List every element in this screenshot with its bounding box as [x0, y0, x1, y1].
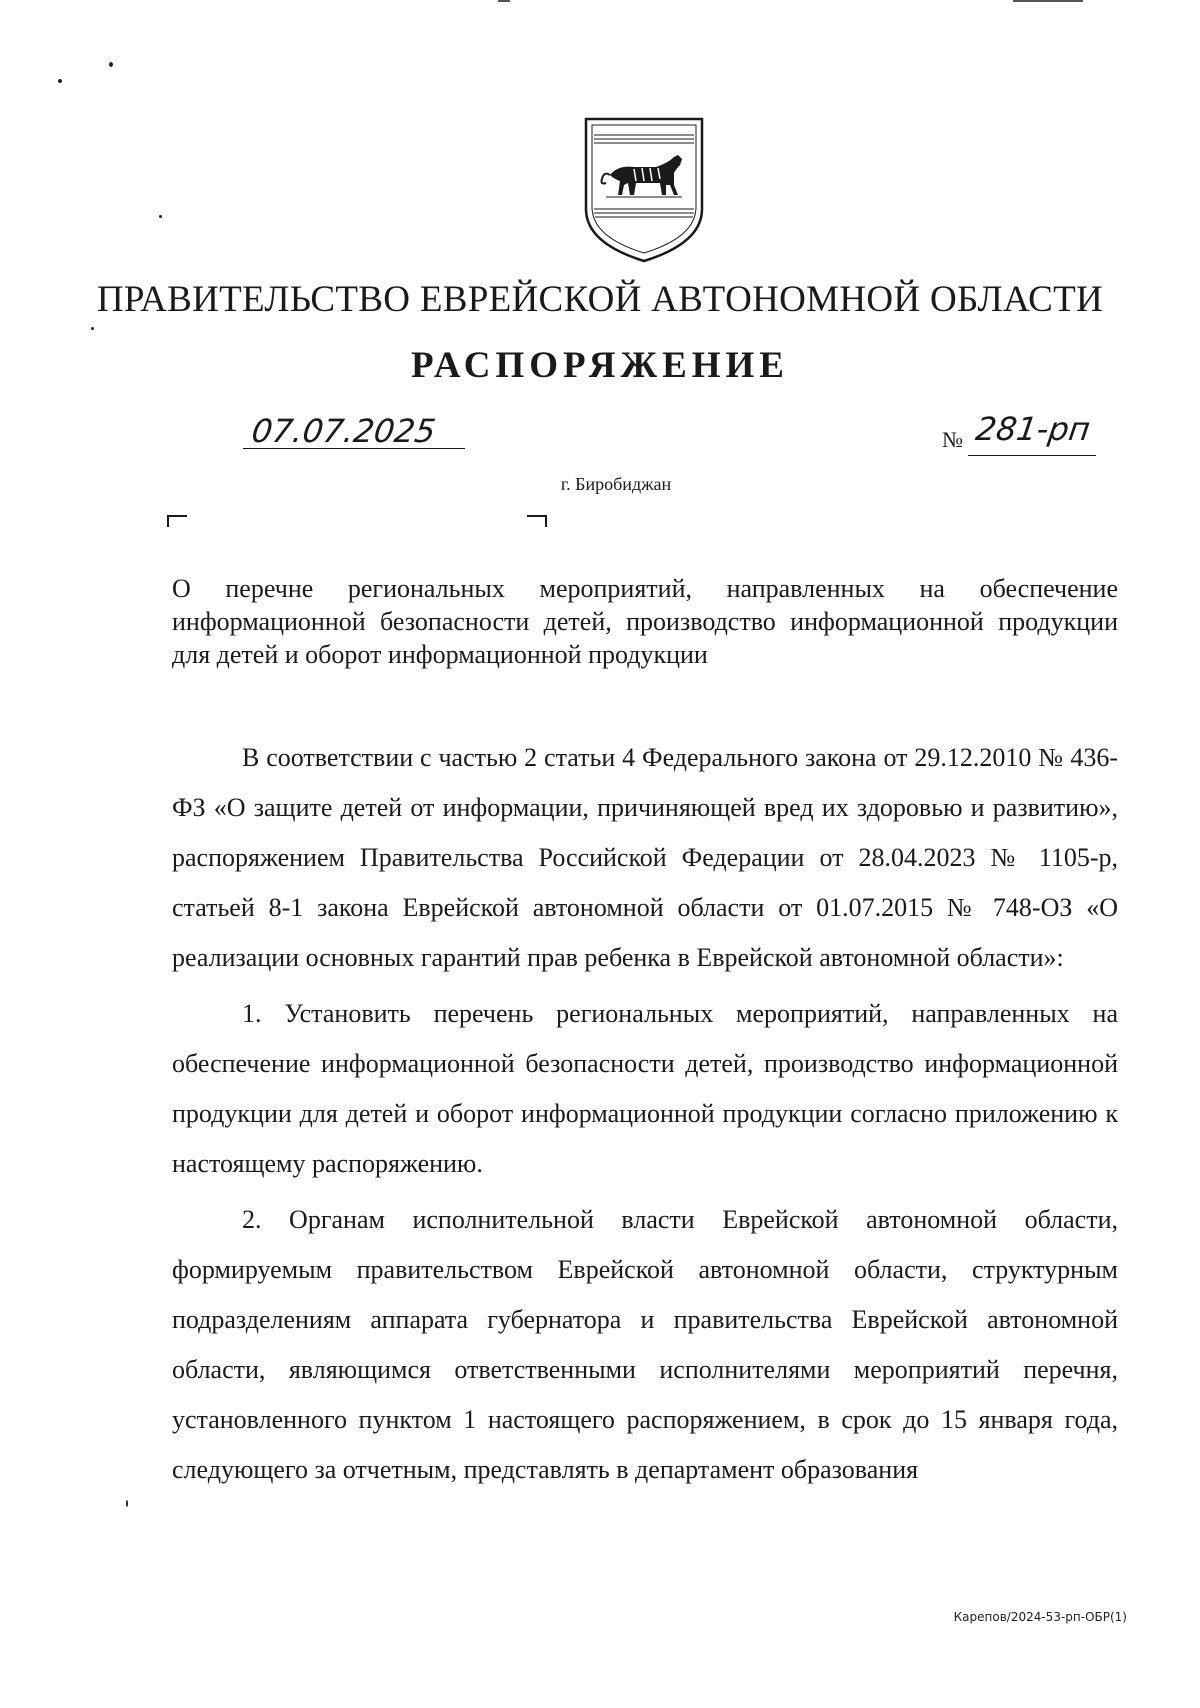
scan-edge-mark [498, 0, 510, 2]
document-body [172, 733, 1118, 1495]
document-type-heading: РАСПОРЯЖЕНИЕ [410, 345, 789, 386]
number-sign: № [942, 427, 963, 452]
handwritten-number: 281-рп [973, 410, 1093, 448]
scan-edge-mark [1013, 0, 1083, 2]
item-1-paragraph: 1. Установить перечень региональных мероприятий, направленных на обеспечение информационной безопасности детей, производство информационной продукции для детей и оборот информационной продукции согласно приложению к настоящему распоряжению. [172, 999, 1118, 1178]
preamble-paragraph: В соответствии с частью 2 статьи 4 Федерального закона от 29.12.2010 № 436-ФЗ «О защите детей от информации, причиняющей вред их здоровью и развитию», распоряжением Правительства Российской Федерации от 28.04.2023 № 1105-р, статьей 8-1 закона Еврейской автономной области от 01.07.2015 № 748-ОЗ «О реализации основных гарантий прав ребенка в Еврейской автономной области»: [172, 743, 1118, 972]
footer-file-code: Карепов/2024-53-рп-ОБР(1) [953, 1610, 1127, 1624]
number-underline [968, 455, 1096, 456]
scan-speck [58, 79, 62, 83]
handwritten-date: 07.07.2025 [249, 412, 438, 450]
date-underline [243, 448, 465, 449]
scan-speck [91, 327, 94, 330]
city-label: г. Биробиджан [560, 474, 672, 494]
subject-corner-left [167, 515, 187, 527]
item-2-paragraph: 2. Органам исполнительной власти Еврейской автономной области, формируемым правительством Еврейской автономной области, структурным подразделениям аппарата губернатора и правительства Еврейской автономной области, являющимся ответственными исполнителями мероприятий перечня, установленного пунктом 1 настоящего распоряжением, в срок до 15 января года, следующего за отчетным, представлять в департамент образования [172, 1205, 1118, 1484]
organization-title: ПРАВИТЕЛЬСТВО ЕВРЕЙСКОЙ АВТОНОМНОЙ ОБЛАСТИ [96, 279, 1104, 320]
scan-speck [126, 1500, 128, 1507]
subject-corner-right [527, 515, 547, 527]
document-subject: О перечне региональных мероприятий, направленных на обеспечение информационной безопасности детей, производство информационной продукции для детей и оборот информационной продукции [172, 574, 1118, 669]
coat-of-arms-tiger-icon [578, 113, 710, 265]
scan-speck [159, 215, 162, 218]
scan-speck [109, 62, 113, 67]
